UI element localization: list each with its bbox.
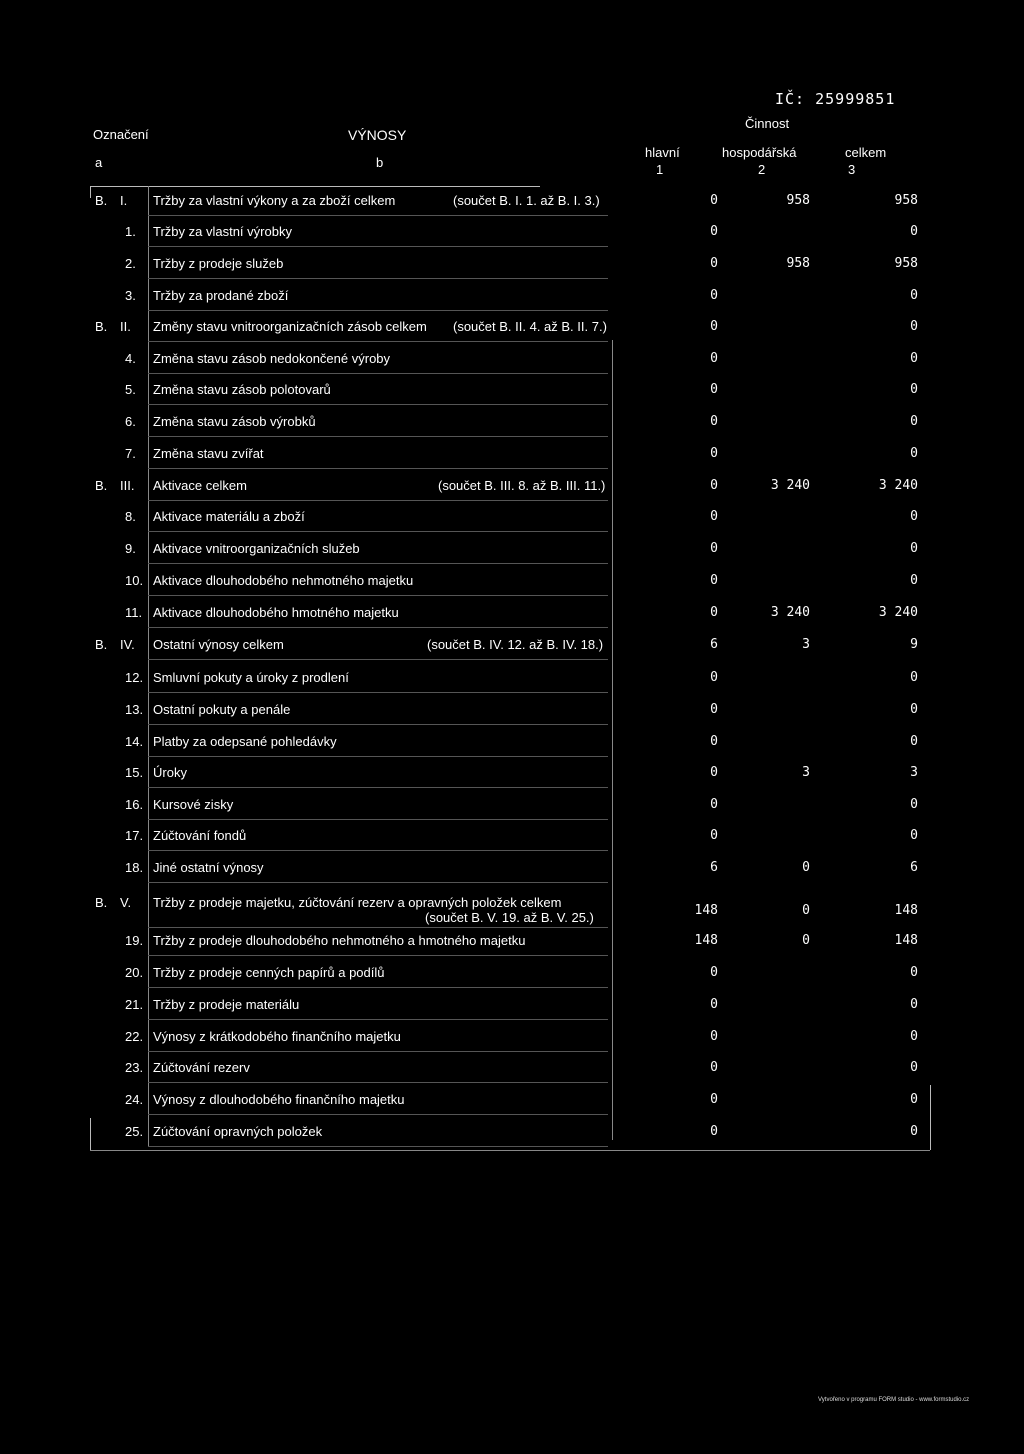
row-value-hlavni: 0 bbox=[710, 1092, 718, 1107]
row-code: 13. bbox=[125, 702, 144, 717]
row-separator bbox=[148, 215, 608, 216]
row-value-hlavni: 0 bbox=[710, 351, 718, 366]
ico-label: IČ: 25999851 bbox=[775, 90, 896, 108]
row-separator bbox=[148, 404, 608, 405]
row-value-celkem: 0 bbox=[910, 797, 918, 812]
row-code: V. bbox=[120, 895, 132, 910]
row-label: Tržby za vlastní výkony a za zboží celkem bbox=[153, 193, 396, 208]
row-label: Tržby z prodeje cenných papírů a podílů bbox=[153, 965, 385, 980]
row-section-letter: B. bbox=[95, 193, 108, 208]
row-separator bbox=[148, 373, 608, 374]
row-value-hospodarska: 958 bbox=[786, 256, 810, 271]
row-code: 23. bbox=[125, 1060, 144, 1075]
row-label: Výnosy z dlouhodobého finančního majetku bbox=[153, 1092, 405, 1107]
row-value-celkem: 0 bbox=[910, 1092, 918, 1107]
row-separator bbox=[148, 1019, 608, 1020]
row-value-celkem: 0 bbox=[910, 351, 918, 366]
row-code: II. bbox=[120, 319, 131, 334]
row-label: Zúčtování opravných položek bbox=[153, 1124, 323, 1139]
row-label: Tržby z prodeje dlouhodobého nehmotného a hmotného majetku bbox=[153, 933, 526, 948]
row-value-celkem: 0 bbox=[910, 670, 918, 685]
row-separator bbox=[148, 692, 608, 693]
grid-vline bbox=[90, 186, 91, 198]
row-value-hlavni: 0 bbox=[710, 573, 718, 588]
row-label: Výnosy z krátkodobého finančního majetku bbox=[153, 1029, 401, 1044]
row-separator bbox=[148, 787, 608, 788]
row-value-celkem: 0 bbox=[910, 224, 918, 239]
row-separator bbox=[148, 819, 608, 820]
row-code: IV. bbox=[120, 637, 135, 652]
row-value-hlavni: 0 bbox=[710, 670, 718, 685]
row-value-celkem: 0 bbox=[910, 446, 918, 461]
row-label: Tržby za prodané zboží bbox=[153, 288, 289, 303]
row-value-celkem: 0 bbox=[910, 965, 918, 980]
row-code: 24. bbox=[125, 1092, 144, 1107]
row-value-hlavni: 0 bbox=[710, 509, 718, 524]
row-value-celkem: 958 bbox=[894, 193, 918, 208]
row-separator bbox=[148, 1082, 608, 1083]
grid-vline-values bbox=[612, 340, 613, 1140]
row-code: 12. bbox=[125, 670, 144, 685]
header-hospodarska: hospodářská bbox=[722, 145, 797, 160]
row-value-hlavni: 0 bbox=[710, 765, 718, 780]
row-value-hlavni: 0 bbox=[710, 997, 718, 1012]
row-value-celkem: 0 bbox=[910, 288, 918, 303]
row-label: Jiné ostatní výnosy bbox=[153, 860, 264, 875]
row-value-hlavni: 0 bbox=[710, 478, 718, 493]
row-sum-formula: (součet B. I. 1. až B. I. 3.) bbox=[453, 193, 600, 208]
header-celkem: celkem bbox=[845, 145, 887, 160]
grid-vline bbox=[90, 1118, 91, 1150]
row-value-hospodarska: 3 bbox=[802, 637, 810, 652]
row-value-hospodarska: 0 bbox=[802, 903, 810, 918]
row-value-hlavni: 0 bbox=[710, 797, 718, 812]
row-value-celkem: 3 240 bbox=[878, 605, 918, 620]
row-label: Aktivace dlouhodobého hmotného majetku bbox=[153, 605, 399, 620]
row-value-hospodarska: 3 240 bbox=[770, 478, 810, 493]
row-code: 20. bbox=[125, 965, 144, 980]
row-value-celkem: 6 bbox=[910, 860, 918, 875]
row-code: 22. bbox=[125, 1029, 144, 1044]
row-value-hlavni: 0 bbox=[710, 702, 718, 717]
row-value-celkem: 148 bbox=[894, 903, 918, 918]
row-label: Změna stavu zvířat bbox=[153, 446, 264, 461]
row-separator bbox=[148, 563, 608, 564]
row-value-celkem: 0 bbox=[910, 319, 918, 334]
row-section-letter: B. bbox=[95, 478, 108, 493]
row-separator bbox=[148, 310, 608, 311]
row-label: Zúčtování fondů bbox=[153, 828, 247, 843]
row-separator bbox=[148, 987, 608, 988]
row-value-celkem: 9 bbox=[910, 637, 918, 652]
row-value-hospodarska: 3 bbox=[802, 765, 810, 780]
row-separator bbox=[148, 1146, 608, 1147]
row-value-hlavni: 0 bbox=[710, 965, 718, 980]
row-code: 14. bbox=[125, 734, 144, 749]
row-label: Aktivace materiálu a zboží bbox=[153, 509, 305, 524]
row-value-hlavni: 6 bbox=[710, 637, 718, 652]
row-value-hlavni: 0 bbox=[710, 414, 718, 429]
row-code: 21. bbox=[125, 997, 144, 1012]
row-value-celkem: 0 bbox=[910, 1060, 918, 1075]
header-col-a: a bbox=[95, 155, 103, 170]
row-value-celkem: 0 bbox=[910, 509, 918, 524]
row-value-hlavni: 148 bbox=[694, 903, 718, 918]
row-label: Aktivace dlouhodobého nehmotného majetku bbox=[153, 573, 414, 588]
header-n2: 2 bbox=[758, 162, 766, 177]
row-sum-formula: (součet B. V. 19. až B. V. 25.) bbox=[425, 910, 594, 925]
row-value-hlavni: 148 bbox=[694, 933, 718, 948]
grid-vline-label bbox=[148, 186, 149, 1146]
row-label: Tržby z prodeje služeb bbox=[153, 256, 284, 271]
row-value-celkem: 0 bbox=[910, 414, 918, 429]
row-sum-formula: (součet B. II. 4. až B. II. 7.) bbox=[453, 319, 607, 334]
row-value-celkem: 3 bbox=[910, 765, 918, 780]
row-separator bbox=[148, 341, 608, 342]
row-value-hlavni: 0 bbox=[710, 1029, 718, 1044]
row-value-celkem: 0 bbox=[910, 734, 918, 749]
row-code: 5. bbox=[125, 382, 136, 397]
row-code: 16. bbox=[125, 797, 144, 812]
row-separator bbox=[148, 278, 608, 279]
row-section-letter: B. bbox=[95, 637, 108, 652]
header-vynosy: VÝNOSY bbox=[348, 127, 407, 143]
row-value-hospodarska: 958 bbox=[786, 193, 810, 208]
row-value-hlavni: 0 bbox=[710, 1060, 718, 1075]
row-label: Platby za odepsané pohledávky bbox=[153, 734, 337, 749]
row-value-hospodarska: 0 bbox=[802, 933, 810, 948]
row-value-hlavni: 0 bbox=[710, 605, 718, 620]
row-separator bbox=[148, 436, 608, 437]
row-section-letter: B. bbox=[95, 319, 108, 334]
row-value-celkem: 0 bbox=[910, 541, 918, 556]
row-value-celkem: 3 240 bbox=[878, 478, 918, 493]
row-code: 10. bbox=[125, 573, 144, 588]
row-label: Úroky bbox=[153, 765, 187, 780]
row-value-hlavni: 0 bbox=[710, 541, 718, 556]
row-label: Ostatní pokuty a penále bbox=[153, 702, 291, 717]
row-label: Ostatní výnosy celkem bbox=[153, 637, 284, 652]
row-sum-formula: (součet B. III. 8. až B. III. 11.) bbox=[438, 478, 606, 493]
row-separator bbox=[148, 1051, 608, 1052]
row-section-letter: B. bbox=[95, 895, 108, 910]
row-label: Změna stavu zásob polotovarů bbox=[153, 382, 331, 397]
row-value-hlavni: 0 bbox=[710, 446, 718, 461]
row-value-hlavni: 0 bbox=[710, 382, 718, 397]
row-separator bbox=[148, 724, 608, 725]
row-value-hlavni: 0 bbox=[710, 288, 718, 303]
row-value-hlavni: 6 bbox=[710, 860, 718, 875]
row-separator bbox=[148, 882, 608, 883]
row-value-hlavni: 0 bbox=[710, 256, 718, 271]
row-label: Změny stavu vnitroorganizačních zásob celkem bbox=[153, 319, 427, 334]
row-label: Smluvní pokuty a úroky z prodlení bbox=[153, 670, 349, 685]
row-label: Aktivace vnitroorganizačních služeb bbox=[153, 541, 360, 556]
row-label: Změna stavu zásob výrobků bbox=[153, 414, 316, 429]
row-label: Tržby z prodeje materiálu bbox=[153, 997, 300, 1012]
row-code: 25. bbox=[125, 1124, 144, 1139]
row-label: Aktivace celkem bbox=[153, 478, 247, 493]
row-value-celkem: 0 bbox=[910, 573, 918, 588]
row-value-hlavni: 0 bbox=[710, 828, 718, 843]
header-rule bbox=[90, 186, 540, 187]
row-code: 17. bbox=[125, 828, 144, 843]
row-code: 2. bbox=[125, 256, 136, 271]
header-col-b: b bbox=[376, 155, 384, 170]
grid-vline bbox=[930, 1085, 931, 1150]
row-separator bbox=[148, 500, 608, 501]
row-label: Tržby za vlastní výrobky bbox=[153, 224, 292, 239]
bottom-rule bbox=[90, 1150, 930, 1151]
header-oznaceni: Označení bbox=[93, 127, 149, 142]
row-separator bbox=[148, 531, 608, 532]
row-code: 3. bbox=[125, 288, 136, 303]
header-cinnost: Činnost bbox=[745, 116, 790, 131]
row-code: 6. bbox=[125, 414, 136, 429]
row-value-hlavni: 0 bbox=[710, 319, 718, 334]
row-label: Změna stavu zásob nedokončené výroby bbox=[153, 351, 391, 366]
row-value-celkem: 0 bbox=[910, 828, 918, 843]
row-code: 4. bbox=[125, 351, 136, 366]
row-separator bbox=[148, 955, 608, 956]
row-separator bbox=[148, 468, 608, 469]
row-separator bbox=[148, 756, 608, 757]
row-sum-formula: (součet B. IV. 12. až B. IV. 18.) bbox=[427, 637, 604, 652]
row-value-celkem: 0 bbox=[910, 997, 918, 1012]
row-separator bbox=[148, 850, 608, 851]
row-code: I. bbox=[120, 193, 128, 208]
row-code: III. bbox=[120, 478, 135, 493]
row-code: 11. bbox=[125, 605, 143, 620]
row-code: 1. bbox=[125, 224, 136, 239]
row-code: 15. bbox=[125, 765, 144, 780]
row-code: 9. bbox=[125, 541, 136, 556]
row-value-hlavni: 0 bbox=[710, 1124, 718, 1139]
row-value-hospodarska: 3 240 bbox=[770, 605, 810, 620]
row-separator bbox=[148, 659, 608, 660]
row-value-celkem: 0 bbox=[910, 1029, 918, 1044]
row-separator bbox=[148, 1114, 608, 1115]
row-value-celkem: 148 bbox=[894, 933, 918, 948]
row-code: 19. bbox=[125, 933, 144, 948]
row-value-celkem: 958 bbox=[894, 256, 918, 271]
row-value-hlavni: 0 bbox=[710, 193, 718, 208]
row-value-celkem: 0 bbox=[910, 382, 918, 397]
header-n1: 1 bbox=[656, 162, 664, 177]
row-separator bbox=[148, 627, 608, 628]
row-code: 7. bbox=[125, 446, 136, 461]
row-label: Kursové zisky bbox=[153, 797, 234, 812]
row-separator bbox=[148, 246, 608, 247]
header-hlavni: hlavní bbox=[645, 145, 680, 160]
row-value-hospodarska: 0 bbox=[802, 860, 810, 875]
header-n3: 3 bbox=[848, 162, 856, 177]
row-label: Zúčtování rezerv bbox=[153, 1060, 250, 1075]
footer-note: Vytvořeno v programu FORM studio - www.formstudio.cz bbox=[818, 1397, 970, 1403]
row-code: 18. bbox=[125, 860, 144, 875]
row-value-hlavni: 0 bbox=[710, 224, 718, 239]
row-value-hlavni: 0 bbox=[710, 734, 718, 749]
row-separator bbox=[148, 595, 608, 596]
row-code: 8. bbox=[125, 509, 136, 524]
row-value-celkem: 0 bbox=[910, 702, 918, 717]
row-label: Tržby z prodeje majetku, zúčtování rezerv a opravných položek celkem bbox=[153, 895, 562, 910]
row-value-celkem: 0 bbox=[910, 1124, 918, 1139]
row-separator bbox=[148, 927, 608, 928]
